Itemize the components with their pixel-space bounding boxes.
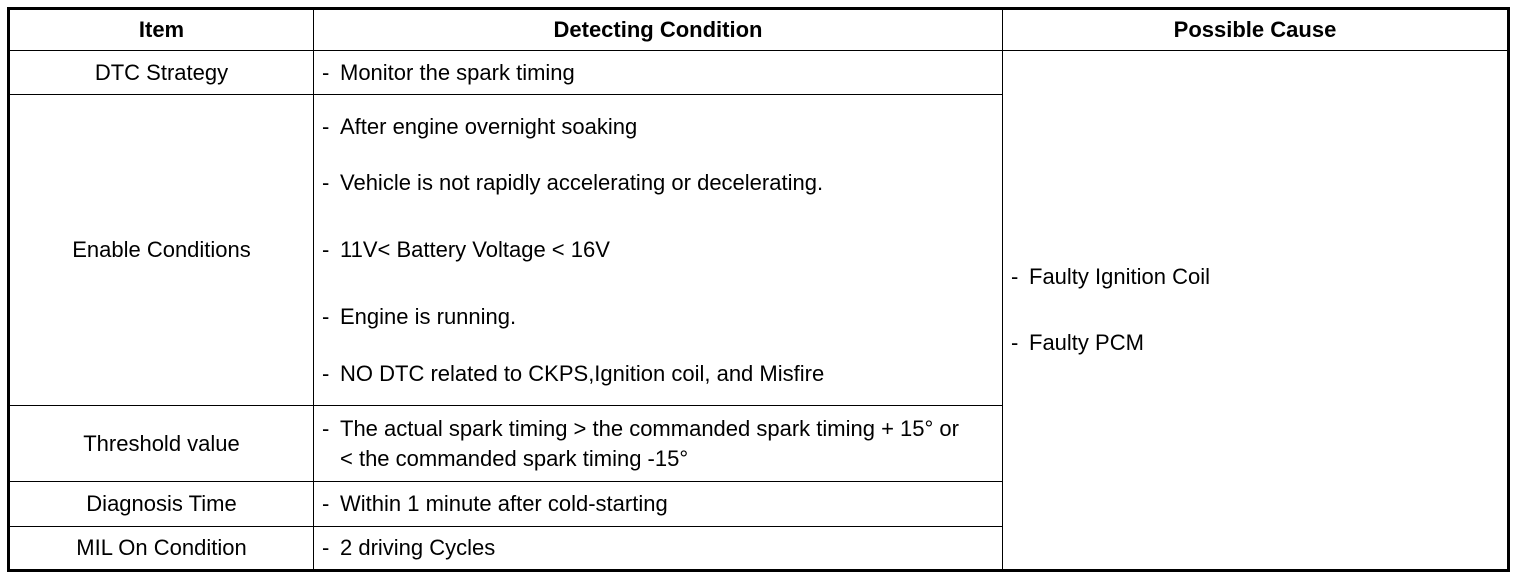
condition-diagnosis-time	[314, 482, 1003, 527]
condition-dtc-strategy	[314, 51, 1003, 95]
condition-text: After engine overnight soaking	[340, 113, 638, 139]
condition-text: The actual spark timing > the commanded spark timing + 15° or < the commanded spark timing -15°	[340, 415, 959, 471]
item-diagnosis-time: Diagnosis Time	[9, 482, 314, 527]
bullet-dash: -	[1011, 264, 1019, 289]
condition-text: 11V< Battery Voltage < 16V	[340, 237, 610, 262]
condition-bullet	[322, 217, 994, 284]
bullet-dash: -	[322, 415, 330, 441]
condition-mil-on-condition	[314, 527, 1003, 571]
item-dtc-strategy: DTC Strategy	[9, 51, 314, 95]
bullet-dash: -	[322, 304, 330, 329]
cause-text: Faulty PCM	[1029, 330, 1144, 355]
row-dtc-strategy	[9, 51, 1509, 95]
condition-text: Vehicle is not rapidly accelerating or decelerating.	[340, 170, 824, 195]
bullet-dash: -	[1011, 330, 1019, 355]
cause-text: Faulty Ignition Coil	[1029, 264, 1210, 289]
condition-text: 2 driving Cycles	[340, 535, 496, 560]
condition-bullet	[322, 58, 994, 88]
condition-bullet	[322, 150, 994, 217]
header-detecting-condition: Detecting Condition	[314, 9, 1003, 51]
bullet-dash: -	[322, 360, 330, 386]
item-threshold-value: Threshold value	[9, 406, 314, 482]
enable-conditions-list	[322, 104, 994, 397]
bullet-dash: -	[322, 113, 330, 139]
condition-bullet	[322, 414, 994, 474]
condition-text: Monitor the spark timing	[340, 59, 575, 85]
bullet-dash: -	[322, 535, 330, 560]
condition-text: NO DTC related to CKPS,Ignition coil, and Misfire	[340, 360, 825, 386]
condition-enable-conditions	[314, 95, 1003, 406]
header-item: Item	[9, 9, 314, 51]
header-row	[9, 9, 1509, 51]
condition-bullet	[322, 489, 994, 519]
cause-bullet	[1011, 310, 1507, 376]
cause-bullet	[1011, 244, 1507, 310]
condition-bullet	[322, 533, 994, 563]
possible-cause-list	[1011, 244, 1507, 376]
condition-text: Within 1 minute after cold-starting	[340, 491, 668, 516]
condition-threshold-value	[314, 406, 1003, 482]
condition-text: Engine is running.	[340, 304, 517, 329]
bullet-dash: -	[322, 59, 330, 85]
header-possible-cause: Possible Cause	[1003, 9, 1509, 51]
dtc-table	[7, 7, 1510, 572]
bullet-dash: -	[322, 491, 330, 516]
condition-bullet	[322, 104, 994, 150]
condition-bullet	[322, 284, 994, 351]
possible-cause-cell	[1003, 51, 1509, 571]
condition-bullet	[322, 351, 994, 397]
bullet-dash: -	[322, 237, 330, 262]
bullet-dash: -	[322, 170, 330, 195]
item-enable-conditions: Enable Conditions	[9, 95, 314, 406]
item-mil-on-condition: MIL On Condition	[9, 527, 314, 571]
